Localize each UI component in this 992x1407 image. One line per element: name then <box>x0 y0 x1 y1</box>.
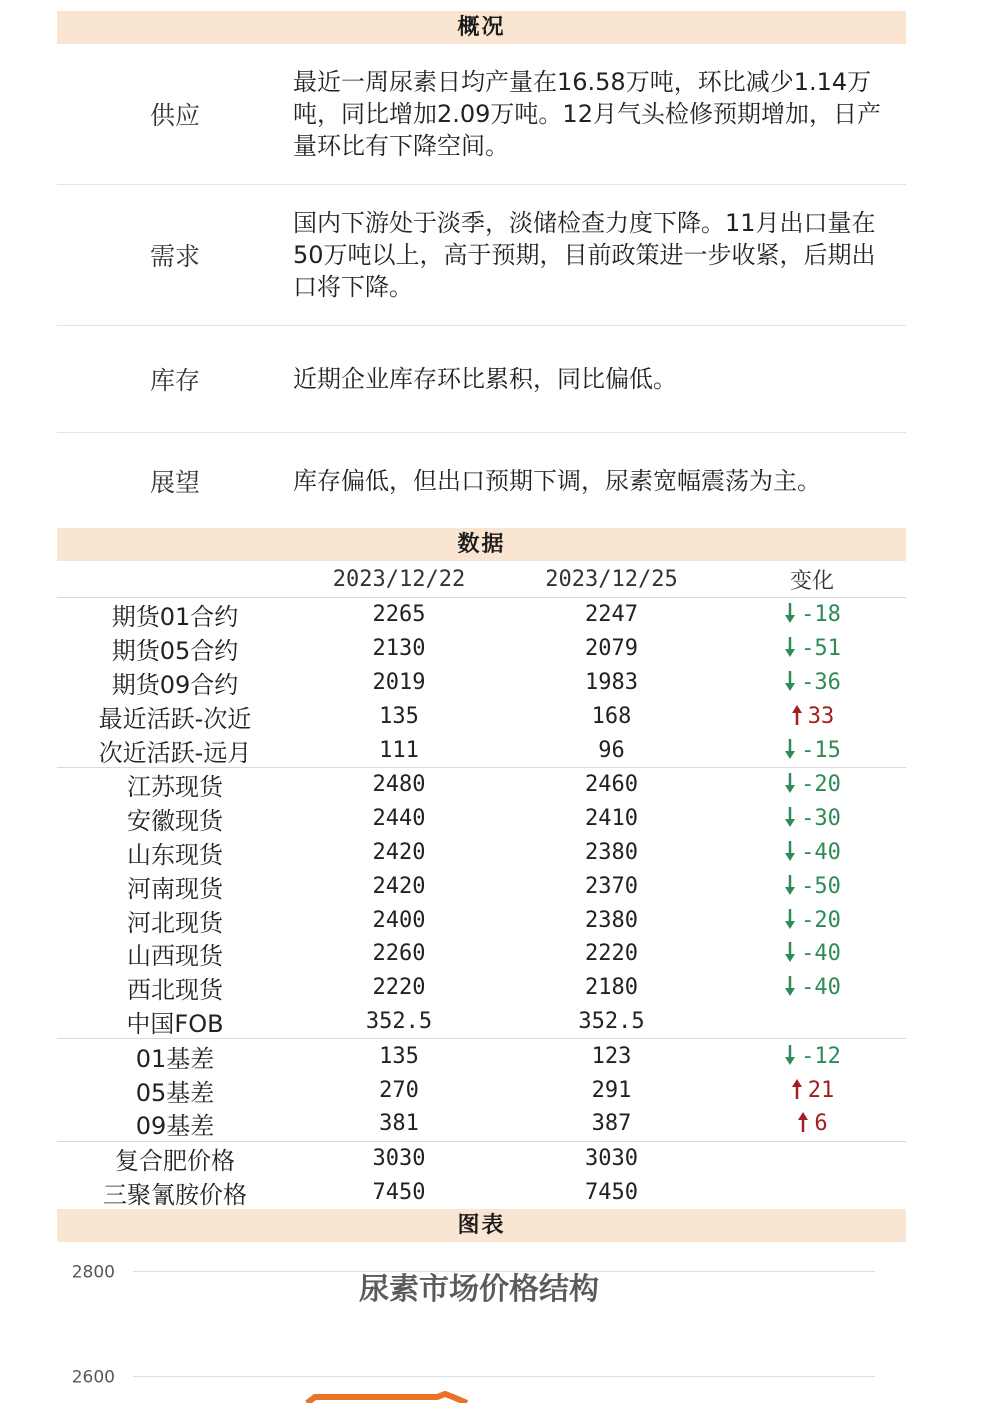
row-name: 次近活跃-远月 <box>98 738 252 767</box>
row-name: 期货09合约 <box>111 671 239 699</box>
col-header-change: 变化 <box>789 568 834 594</box>
y-tick-label: 2600 <box>71 1367 115 1388</box>
arrow-down-icon <box>783 908 797 930</box>
value-date2: 2180 <box>585 975 638 1001</box>
value-date1: 2260 <box>372 941 426 967</box>
value-date2: 2370 <box>585 873 638 899</box>
row-name: 河北现货 <box>127 908 223 937</box>
arrow-down-icon <box>783 840 797 862</box>
value-date1: 2440 <box>372 806 426 832</box>
overview-list <box>57 44 906 528</box>
change-cell <box>718 670 906 695</box>
overview-header <box>57 11 906 44</box>
row-name: 最近活跃-次近 <box>98 704 252 733</box>
value-date2: 123 <box>591 1043 632 1069</box>
col-header-date1: 2023/12/22 <box>332 566 466 592</box>
price-structure-chart <box>57 1245 906 1403</box>
y-tick-label: 2800 <box>71 1262 115 1283</box>
row-name: 三聚氰胺价格 <box>103 1180 247 1209</box>
change-cell <box>718 975 906 1000</box>
table-row <box>57 733 906 767</box>
table-row <box>57 699 906 733</box>
change-cell <box>718 908 906 933</box>
chart-title: 尿素市场价格结构 <box>359 1272 599 1307</box>
change-cell <box>718 840 906 865</box>
row-name: 中国FOB <box>126 1009 224 1038</box>
data-table-header <box>57 561 906 598</box>
change-value: -40 <box>801 975 841 1001</box>
overview-label: 供应 <box>149 101 200 130</box>
arrow-down-icon <box>783 874 797 896</box>
row-name: 西北现货 <box>127 976 223 1005</box>
change-value: 33 <box>807 703 835 729</box>
arrow-down-icon <box>783 602 797 624</box>
value-date2: 291 <box>591 1077 632 1103</box>
overview-row-inventory <box>57 326 906 433</box>
row-name: 江苏现货 <box>127 773 223 802</box>
table-row <box>57 971 906 1005</box>
value-date1: 2420 <box>372 873 426 899</box>
arrow-down-icon <box>783 1044 797 1066</box>
value-date1: 352.5 <box>365 1008 433 1034</box>
table-row <box>57 768 906 802</box>
change-cell <box>718 602 906 627</box>
row-name: 期货01合约 <box>111 603 239 632</box>
value-date2: 7450 <box>585 1179 638 1205</box>
value-date1: 135 <box>379 703 419 729</box>
overview-text: 国内下游处于淡季，淡储检查力度下降。11月出口量在50万吨以上，高于预期，目前政策进一步收紧，后期出口将下降。 <box>293 209 876 301</box>
change-cell <box>718 738 906 763</box>
arrow-up-icon <box>790 704 804 726</box>
change-cell <box>718 636 906 661</box>
arrow-down-icon <box>783 738 797 760</box>
value-date1: 2420 <box>372 839 426 865</box>
value-date1: 2400 <box>372 907 426 933</box>
value-date1: 3030 <box>372 1146 426 1172</box>
arrow-up-icon <box>790 1078 804 1100</box>
arrow-up-icon <box>796 1111 810 1133</box>
value-date1: 111 <box>379 737 419 763</box>
arrow-down-icon <box>783 772 797 794</box>
arrow-down-icon <box>783 670 797 692</box>
value-date2: 352.5 <box>578 1008 645 1034</box>
value-date1: 2019 <box>372 669 426 695</box>
value-date2: 2380 <box>585 839 638 865</box>
table-row <box>57 1107 906 1141</box>
change-value: -50 <box>801 873 841 899</box>
value-date1: 7450 <box>372 1179 426 1205</box>
row-name: 复合肥价格 <box>115 1147 235 1176</box>
table-row <box>57 1005 906 1039</box>
value-date1: 2130 <box>372 636 426 662</box>
overview-text: 近期企业库存环比累积，同比偏低。 <box>293 365 677 393</box>
change-cell <box>718 941 906 966</box>
table-row <box>57 937 906 971</box>
arrow-down-icon <box>783 975 797 997</box>
table-row <box>57 1039 906 1073</box>
change-value: -51 <box>801 636 841 662</box>
value-date2: 2380 <box>585 907 638 933</box>
value-date1: 2265 <box>372 602 426 628</box>
overview-row-supply <box>57 44 906 185</box>
table-row <box>57 666 906 700</box>
value-date2: 387 <box>591 1111 632 1137</box>
chart-header <box>57 1209 906 1242</box>
value-date2: 2460 <box>585 772 638 798</box>
chart-svg <box>57 1245 906 1403</box>
overview-label: 需求 <box>149 242 200 271</box>
value-date1: 2220 <box>372 975 426 1001</box>
change-value: -15 <box>801 737 841 763</box>
table-row <box>57 632 906 666</box>
value-date1: 381 <box>379 1111 419 1137</box>
row-name: 01基差 <box>135 1044 215 1073</box>
row-name: 09基差 <box>135 1112 215 1141</box>
change-value: 6 <box>814 1111 828 1137</box>
change-value: 21 <box>807 1077 835 1103</box>
change-cell <box>718 806 906 831</box>
arrow-down-icon <box>783 806 797 828</box>
value-date2: 1983 <box>585 669 638 695</box>
change-value: -12 <box>801 1043 841 1069</box>
table-row <box>57 1176 906 1210</box>
change-value: -36 <box>801 669 841 695</box>
value-date2: 2247 <box>585 602 638 628</box>
change-value: -18 <box>801 602 841 628</box>
overview-title: 概况 <box>457 15 506 40</box>
change-value: -40 <box>801 839 841 865</box>
series-line <box>307 1394 467 1403</box>
change-cell <box>718 874 906 899</box>
table-row <box>57 598 906 632</box>
row-name: 山东现货 <box>127 840 223 869</box>
change-value: -20 <box>801 907 841 933</box>
overview-label: 展望 <box>149 467 200 497</box>
value-date1: 270 <box>379 1077 419 1103</box>
change-value: -20 <box>801 772 841 798</box>
row-name: 期货05合约 <box>111 637 239 666</box>
data-group <box>57 768 906 1039</box>
change-cell <box>718 1044 906 1069</box>
row-name: 山西现货 <box>127 942 223 971</box>
data-header <box>57 528 906 561</box>
overview-text: 最近一周尿素日均产量在16.58万吨，环比减少1.14万吨，同比增加2.09万吨。12月气头检修预期增加，日产量环比有下降空间。 <box>293 68 881 160</box>
row-name: 河南现货 <box>127 874 223 903</box>
change-cell <box>718 1078 906 1103</box>
value-date2: 2079 <box>585 636 638 662</box>
value-date2: 168 <box>591 703 632 729</box>
overview-label: 库存 <box>149 366 200 395</box>
row-name: 05基差 <box>135 1078 215 1107</box>
col-header-date2: 2023/12/25 <box>545 566 678 592</box>
value-date1: 135 <box>379 1043 419 1069</box>
change-cell <box>718 772 906 797</box>
overview-row-demand <box>57 185 906 326</box>
value-date2: 2410 <box>585 806 638 832</box>
row-name: 安徽现货 <box>127 807 223 836</box>
data-table-body <box>57 598 906 1209</box>
table-row <box>57 836 906 870</box>
value-date2: 96 <box>598 737 625 763</box>
report <box>57 11 906 1242</box>
table-row <box>57 1142 906 1176</box>
table-row <box>57 903 906 937</box>
data-group <box>57 1142 906 1210</box>
arrow-down-icon <box>783 941 797 963</box>
overview-text: 库存偏低，但出口预期下调，尿素宽幅震荡为主。 <box>293 466 821 495</box>
overview-row-outlook <box>57 433 906 528</box>
data-group <box>57 1039 906 1141</box>
change-value: -40 <box>801 941 841 967</box>
value-date2: 3030 <box>585 1146 638 1172</box>
value-date2: 2220 <box>585 941 638 967</box>
chart-section-title: 图表 <box>457 1213 506 1239</box>
data-group <box>57 598 906 768</box>
change-value: -30 <box>801 806 841 832</box>
data-title: 数据 <box>457 532 506 557</box>
value-date1: 2480 <box>372 772 426 798</box>
change-cell <box>718 1111 906 1136</box>
arrow-down-icon <box>783 636 797 658</box>
table-row <box>57 869 906 903</box>
table-row <box>57 1073 906 1107</box>
change-cell <box>718 704 906 729</box>
table-row <box>57 802 906 836</box>
